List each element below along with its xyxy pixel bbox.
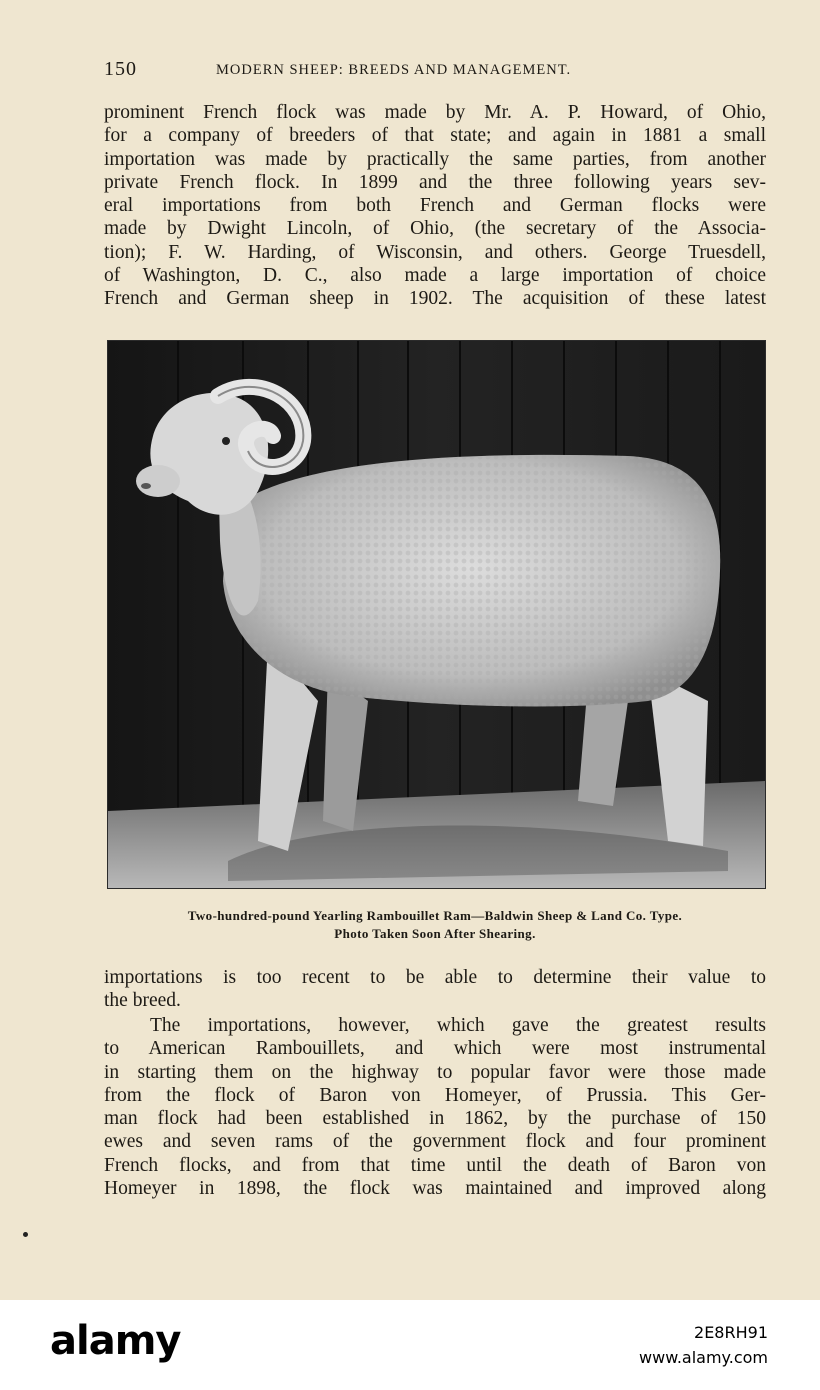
text-line: in starting them on the highway to popular favor were those made bbox=[104, 1061, 766, 1083]
alamy-logo: alamy bbox=[50, 1318, 181, 1364]
text-line: man flock had been established in 1862, by the purchase of 150 bbox=[104, 1108, 766, 1130]
ink-speck bbox=[23, 1232, 28, 1237]
site-url: www.alamy.com bbox=[639, 1348, 768, 1367]
ram-photograph bbox=[107, 340, 766, 889]
text-line: eral importations from both French and German flocks were bbox=[104, 195, 766, 217]
text-line: ewes and seven rams of the government flock and four prominent bbox=[104, 1131, 766, 1153]
text-line: of Washington, D. C., also made a large importation of choice bbox=[104, 265, 766, 287]
text-line: to American Rambouillets, and which were most instrumental bbox=[104, 1038, 766, 1060]
photo-caption bbox=[104, 907, 766, 943]
text-line: Homeyer in 1898, the flock was maintained and improved along bbox=[104, 1178, 766, 1200]
paragraph-1 bbox=[104, 101, 766, 311]
page-number: 150 bbox=[104, 58, 137, 80]
image-id: 2E8RH91 bbox=[694, 1323, 768, 1342]
text-line: importations is too recent to be able to determine their value to bbox=[104, 967, 766, 988]
text-line: importation was made by practically the same parties, from another bbox=[104, 148, 766, 170]
caption-line-1: Two-hundred-pound Yearling Rambouillet Ram—Baldwin Sheep & Land Co. Type. bbox=[187, 908, 683, 923]
paragraph-2 bbox=[104, 966, 766, 1013]
text-line: French flocks, and from that time until the death of Baron von bbox=[104, 1154, 766, 1176]
text-line: private French flock. In 1899 and the three following years sev- bbox=[104, 171, 766, 193]
text-line: French and German sheep in 1902. The acquisition of these latest bbox=[104, 288, 766, 310]
text-line: The importations, however, which gave the greatest results bbox=[150, 1015, 766, 1036]
text-line: made by Dwight Lincoln, of Ohio, (the secretary of the Associa- bbox=[104, 218, 766, 240]
text-line: tion); F. W. Harding, of Wisconsin, and others. George Truesdell, bbox=[104, 241, 766, 263]
running-head: MODERN SHEEP: BREEDS AND MANAGEMENT. bbox=[216, 62, 572, 78]
ram-image bbox=[108, 341, 765, 888]
page-header bbox=[104, 58, 766, 82]
text-line: prominent French flock was made by Mr. A. P. Howard, of Ohio, bbox=[104, 102, 766, 123]
caption-line-2: Photo Taken Soon After Shearing. bbox=[334, 926, 536, 941]
text-line: from the flock of Baron von Homeyer, of Prussia. This Ger- bbox=[104, 1084, 766, 1106]
paragraph-3 bbox=[104, 1014, 766, 1200]
text-line: for a company of breeders of that state; and again in 1881 a small bbox=[104, 125, 766, 147]
text-line: the breed. bbox=[104, 990, 181, 1012]
